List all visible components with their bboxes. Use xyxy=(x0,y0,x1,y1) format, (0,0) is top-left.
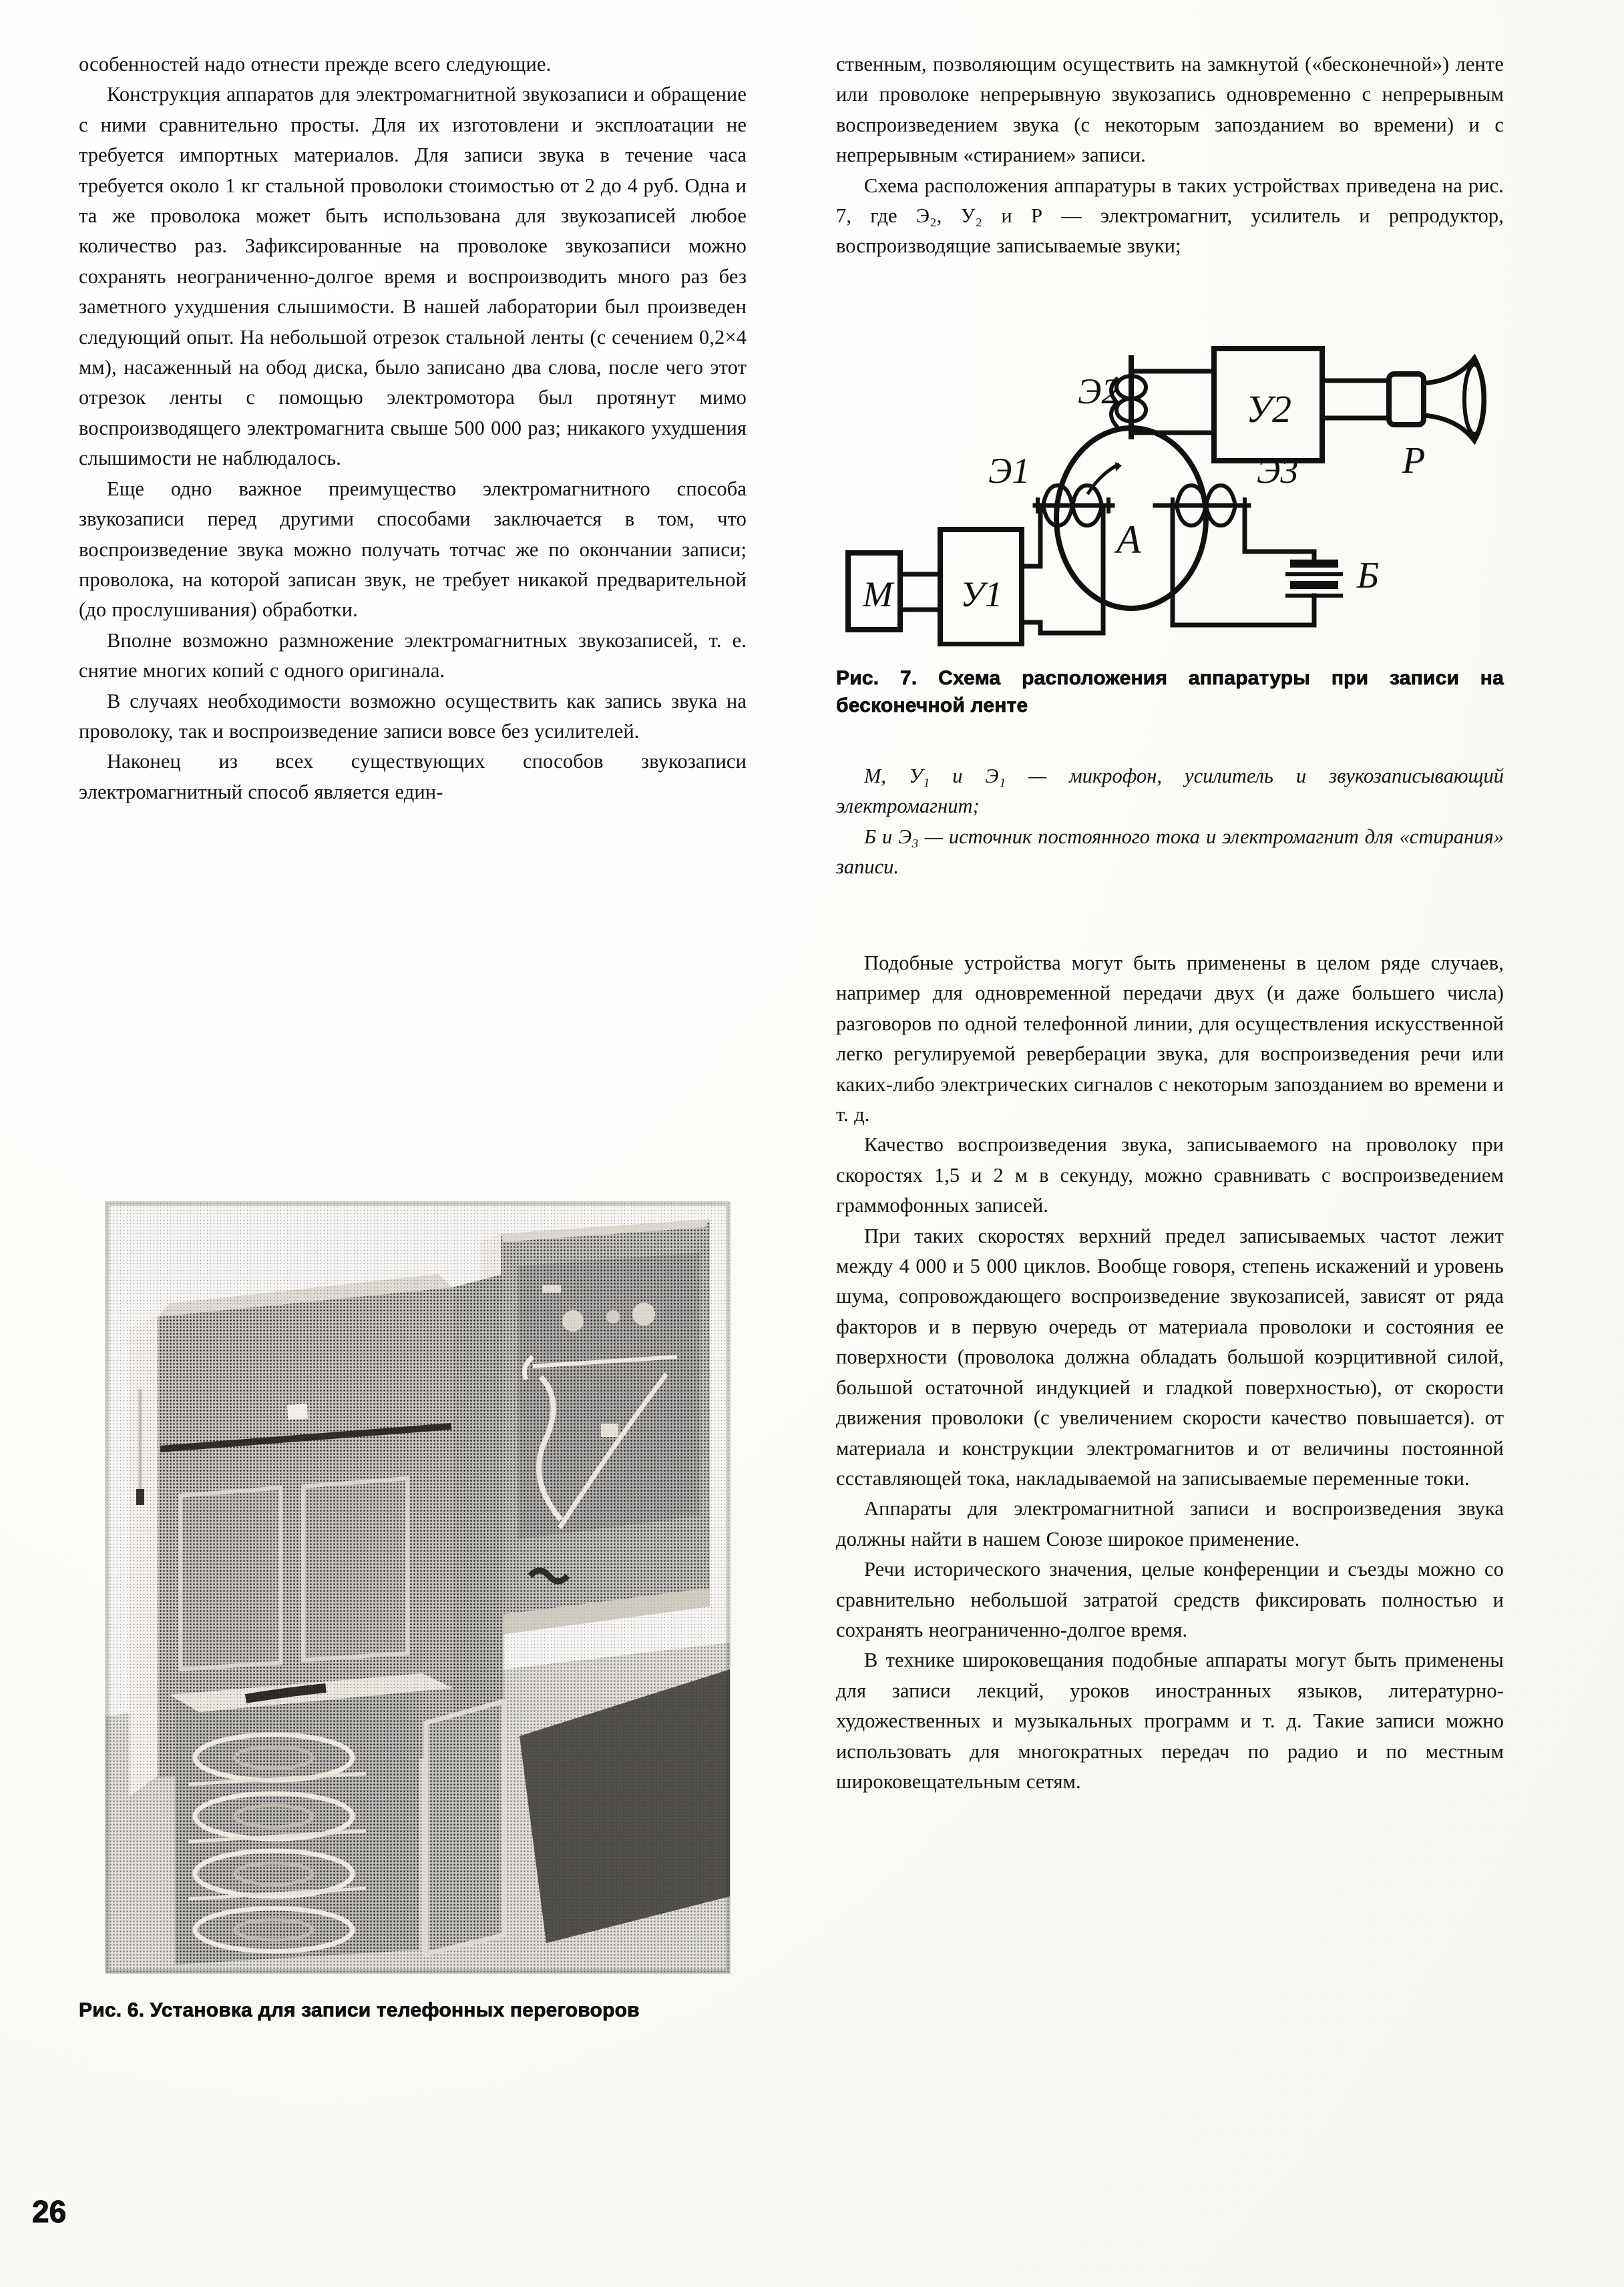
legend-line: Б и Э₃ — источник постоянного тока и электромагнит для «стирания» записи. xyxy=(836,825,1504,879)
figure-6-photograph xyxy=(106,1202,730,1973)
paragraph: Конструкция аппаратов для электромагнитной звукозаписи и обращение с ними сравнительно просты. Для их изготовлени и эксплоатации не требуется импортных материалов. Для записи звука в течение часа требуется около 1 кг стальной проволоки стоимостью от 2 до 4 руб. Одна и та же проволока может быть использована для звукозаписей любое количество раз. Зафиксированные на проволоке звукозаписи можно сохранять неограниченно-долгое время и воспроизводить много раз без заметного ухудшения слышимости. В нашей лаборатории был произведен следующий опыт. На небольшой отрезок стальной ленты (с сечением 0,2×4 мм), насаженный на обод диска, было записано два слова, после чего этот отрезок ленты с помощью электромотора был протянут мимо воспроизводящего электромагнита свыше 500 000 раз; никакого ухудшения слышимости не наблюдалось. xyxy=(79,83,747,470)
paragraph: Схема расположения аппаратуры в таких устройствах приведена на рис. 7, где Э₂, У₂ и Р — электромагнит, усилитель и репродуктор, воспроизводящие записываемые звуки; xyxy=(836,174,1504,258)
label-electromagnet-1: Э1 xyxy=(988,451,1030,491)
left-text-column xyxy=(79,49,747,807)
paragraph: особенностей надо отнести прежде всего следующие. xyxy=(79,53,552,75)
paragraph: Еще одно важное преимущество электромагнитного способа звукозаписи перед другими способами заключается в том, что воспроизведение звука можно получать тотчас же по окончании записи; проволока, на которой записан звук, не требует никакой предварительной (до прослушивания) обработки. xyxy=(79,477,747,622)
right-text-column-bottom xyxy=(836,948,1504,1797)
figure-6-caption: Рис. 6. Установка для записи телефонных переговоров xyxy=(79,1999,640,2021)
legend-line: М, У₁ и Э₁ — микрофон, усилитель и звукозаписывающий электромагнит; xyxy=(836,765,1504,818)
label-electromagnet-3: Э3 xyxy=(1257,451,1299,491)
paragraph: Качество воспроизведения звука, записываемого на проволоку при скоростях 1,5 и 2 м в секунду, можно сравнивать с воспроизведением граммофонных записей. xyxy=(836,1133,1504,1217)
paragraph: Аппараты для электромагнитной записи и воспроизведения звука должны найти в нашем Союзе широкое применение. xyxy=(836,1497,1504,1550)
right-text-column-top xyxy=(836,49,1504,262)
paragraph: Подобные устройства могут быть применены в целом ряде случаев, например для одновременной передачи двух (и даже большего числа) разговоров по одной телефонной линии, для осуществления искусственной легко регулируемой реверберации звука, для воспроизведения речи или каких-либо электрических сигналов с некоторым запозданием во времени и т. д. xyxy=(836,952,1504,1126)
paragraph: Речи исторического значения, целые конференции и съезды можно со сравнительно небольшой затратой средств фиксировать полностью и сохранять неограниченно-долгое время. xyxy=(836,1558,1504,1641)
paragraph: ственным, позволяющим осуществить на замкнутой («бесконечной») ленте или проволоке непрерывную звукозапись одновременно с непрерывным воспроизведением звука (с некоторым запозданием во времени) и с непрерывным «стиранием» записи. xyxy=(836,53,1504,167)
figure-7-diagram xyxy=(843,339,1504,646)
label-tape-loop: А xyxy=(1116,517,1141,562)
horn-icon xyxy=(1424,358,1484,441)
paragraph: В технике широковещания подобные аппараты могут быть применены для записи лекций, уроков иностранных языков, литературно-художественных и музыкальных программ и т. д. Такие записи можно использовать для многократных передач по радио и по местным широковещательным сетям. xyxy=(836,1649,1504,1793)
reproducer-body xyxy=(1389,374,1424,425)
label-microphone: М xyxy=(863,574,893,614)
label-battery: Б xyxy=(1357,555,1380,596)
figure-7-legend xyxy=(836,761,1504,883)
label-amplifier-1: У1 xyxy=(960,574,1003,614)
label-electromagnet-2: Э2 xyxy=(1078,371,1120,411)
label-reproducer: Р xyxy=(1402,440,1426,481)
page-number: 26 xyxy=(32,2194,67,2229)
figure-7-caption: Рис. 7. Схема расположения аппаратуры при записи на бесконечной ленте xyxy=(836,667,1504,716)
paragraph: При таких скоростях верхний предел записываемых частот лежит между 4 000 и 5 000 циклов. Вообще говоря, степень искажений и уровень шума, сопровождающего воспроизведение звукозаписей, зависят от ряда факторов и в первую очередь от материала проволоки и состояния ее поверхности (проволока должна обладать большой коэрцитивной силой, большой остаточной индукцией и гладкой поверхностью), от скорости движения проволоки (с увеличением скорости качество повышается). от материала и конструкции электромагнитов и от величины постоянной ссставляющей тока, накладываемой на записываемые переменные токи. xyxy=(836,1224,1504,1490)
paragraph: Наконец из всех существующих способов звукозаписи электромагнитный способ является един- xyxy=(79,750,747,803)
circuit-schematic xyxy=(843,339,1504,646)
paragraph: В случаях необходимости возможно осуществить как запись звука на проволоку, так и воспроизведение записи вовсе без усилителей. xyxy=(79,689,747,743)
photo-halftone xyxy=(106,1202,730,1973)
paragraph: Вполне возможно размножение электромагнитных звукозаписей, т. е. снятие многих копий с одного оригинала. xyxy=(79,628,747,682)
label-amplifier-2: У2 xyxy=(1246,387,1292,431)
